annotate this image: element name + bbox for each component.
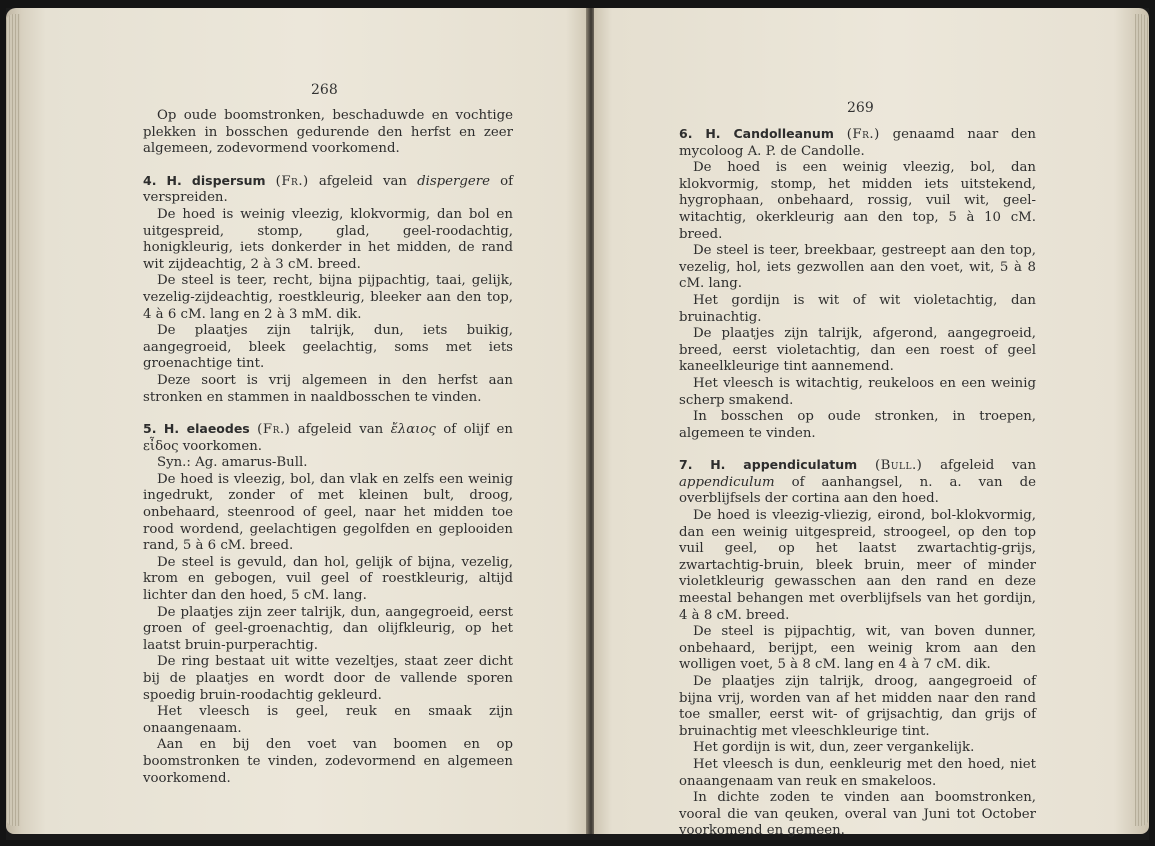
heading-text: of verspreiden. bbox=[143, 173, 513, 206]
species-author: (Bull.) bbox=[874, 458, 923, 474]
heading-text: of olijf en εἶδος voorkomen. bbox=[143, 422, 513, 454]
heading-italic-term: appendiculum bbox=[679, 474, 775, 490]
body-paragraph: Het vleesch is dun, eenkleurig met den hoed, niet onaangenaam van reuk en smakeloos. bbox=[679, 756, 1036, 789]
body-paragraph: De ring bestaat uit witte vezeltjes, staat zeer dicht bij de plaatjes en wordt door de vallende sporen spoedig bruin-roodachtig gekleurd. bbox=[143, 654, 513, 703]
body-paragraph: Het gordijn is wit, dun, zeer vergankelijk. bbox=[693, 740, 975, 756]
heading-italic-term: dispergere bbox=[417, 173, 490, 189]
right-page bbox=[594, 8, 1149, 839]
body-paragraph: De hoed is een weinig vleezig, bol, dan klokvormig, stomp, het midden iets uitstekend, hygrophaan, onbehaard, rossig, vuil wit, geel-witachtig, okerkleurig aan den top, 5 à 10 cM. breed. bbox=[679, 160, 1036, 242]
species-number: 7. bbox=[679, 457, 693, 473]
body-paragraph: De plaatjes zijn talrijk, afgerond, aangegroeid, breed, eerst violetachtig, dan een roest of geel kaneelkleurige tint aannemend. bbox=[679, 326, 1036, 375]
heading-italic-term: ἔλαιος bbox=[390, 422, 436, 438]
body-paragraph: In bosschen op oude stronken, in troepen, algemeen te vinden. bbox=[679, 409, 1036, 441]
species-number: 5. bbox=[143, 421, 157, 437]
species-name: H. dispersum bbox=[166, 172, 266, 188]
heading-text: afgeleid van bbox=[290, 422, 391, 438]
species-author: (Fr.) bbox=[257, 422, 291, 438]
right-page-text bbox=[679, 126, 1036, 840]
species-author: (Fr.) bbox=[846, 127, 880, 142]
species-name: H. Candolleanum bbox=[705, 126, 834, 141]
body-paragraph: De steel is teer, breekbaar, gestreept aan den top, vezelig, hol, iets gezwollen aan den voet, wit, 5 à 8 cM. lang. bbox=[679, 243, 1036, 292]
left-page-text bbox=[143, 108, 513, 787]
body-paragraph: Op oude boomstronken, beschaduwde en vochtige plekken in bosschen gedurende den herfst en zeer algemeen, zodevormend voorkomend. bbox=[143, 108, 513, 157]
species-heading-paragraph bbox=[143, 421, 513, 455]
body-paragraph: De steel is teer, recht, bijna pijpachtig, taai, gelijk, vezelig-zijdeachtig, roestkleurig, bleeker aan den top, 4 à 6 cM. lang en 2 à 3 mM. dik. bbox=[143, 273, 513, 322]
body-paragraph: De plaatjes zijn zeer talrijk, dun, aangegroeid, eerst groen of geel-groenachtig, dan olijfkleurig, op het laatst bruin-purperachtig. bbox=[143, 604, 513, 653]
body-paragraph: De steel is pijpachtig, wit, van boven dunner, onbehaard, berijpt, een weinig krom aan den wolligen voet, 5 à 8 cM. lang en 4 à 7 cM. dik. bbox=[679, 624, 1036, 673]
body-paragraph: In dichte zoden te vinden aan boomstronken, vooral die van qeuken, overal van Juni tot October voorkomend en gemeen. bbox=[679, 790, 1036, 839]
page-number-left: 268 bbox=[311, 82, 338, 98]
species-heading-paragraph bbox=[679, 457, 1036, 508]
heading-text: of aanhangsel, n. a. van de overblijfsels der cortina aan den hoed. bbox=[679, 474, 1036, 507]
left-page bbox=[6, 8, 588, 834]
body-paragraph: Het gordijn is wit of wit violetachtig, dan bruinachtig. bbox=[679, 292, 1036, 325]
species-heading-paragraph bbox=[143, 173, 513, 207]
page-edges-right bbox=[1135, 14, 1149, 826]
species-heading-paragraph bbox=[679, 126, 1036, 160]
body-paragraph: De hoed is weinig vleezig, klokvormig, dan bol en uitgespreid, stomp, glad, geel-roodachtig, honigkleurig, iets donkerder in het midden, de rand wit zijdeachtig, 2 à 3 cM. breed. bbox=[143, 206, 513, 272]
body-paragraph: Het vleesch is geel, reuk en smaak zijn onaangenaam. bbox=[143, 704, 513, 736]
body-paragraph: Syn.: Ag. amarus-Bull. bbox=[157, 455, 308, 471]
heading-text: afgeleid van bbox=[308, 173, 418, 189]
page-number-right: 269 bbox=[847, 100, 874, 116]
body-paragraph: De hoed is vleezig-vliezig, eirond, bol-klokvormig, dan een weinig uitgespreid, stroogeel, op den top vuil geel, op het laatst zwartachtig-grijs, zwartachtig-bruin, bleek bruin, meer of minder violetkleurig gewasschen aan den rand en deze meestal behangen met overblijfsels van het gordijn, 4 à 8 cM. breed. bbox=[679, 508, 1036, 623]
body-paragraph: Aan en bij den voet van boomen en op boomstronken te vinden, zodevormend en algemeen voorkomend. bbox=[143, 737, 513, 786]
heading-text: genaamd naar den mycoloog A. P. de Candolle. bbox=[679, 127, 1036, 159]
species-number: 6. bbox=[679, 126, 693, 141]
species-name: H. appendiculatum bbox=[710, 457, 858, 473]
body-paragraph: De plaatjes zijn talrijk, droog, aangegroeid of bijna vrij, worden van af het midden naar den rand toe smaller, eerst wit- of grijsachtig, dan grijs of bruinachtig met vleeschkleurige tint. bbox=[679, 674, 1036, 739]
species-number: 4. bbox=[143, 172, 157, 188]
body-paragraph: Deze soort is vrij algemeen in den herfst aan stronken en stammen in naaldbosschen te vinden. bbox=[143, 372, 513, 405]
open-book bbox=[6, 8, 1149, 840]
body-paragraph: De plaatjes zijn talrijk, dun, iets buikig, aangegroeid, bleek geelachtig, soms met iets groenachtige tint. bbox=[143, 323, 513, 372]
body-paragraph: De steel is gevuld, dan hol, gelijk of bijna, vezelig, krom en gebogen, vuil geel of roestkleurig, altijd lichter dan den hoed, 5 cM. lang. bbox=[143, 554, 513, 604]
page-edges-left bbox=[6, 14, 20, 826]
body-paragraph: De hoed is vleezig, bol, dan vlak en zelfs een weinig ingedrukt, zonder of met kleinen bult, droog, onbehaard, steenrood of geel, naar het midden toe rood wordend, geelachtigen gegolfden en geplooiden rand, 5 à 6 cM. breed. bbox=[143, 471, 513, 554]
body-paragraph: Het vleesch is witachtig, reukeloos en een weinig scherp smakend. bbox=[679, 375, 1036, 408]
species-author: (Fr.) bbox=[275, 173, 309, 189]
species-name: H. elaeodes bbox=[163, 421, 250, 437]
heading-text: afgeleid van bbox=[922, 458, 1037, 474]
